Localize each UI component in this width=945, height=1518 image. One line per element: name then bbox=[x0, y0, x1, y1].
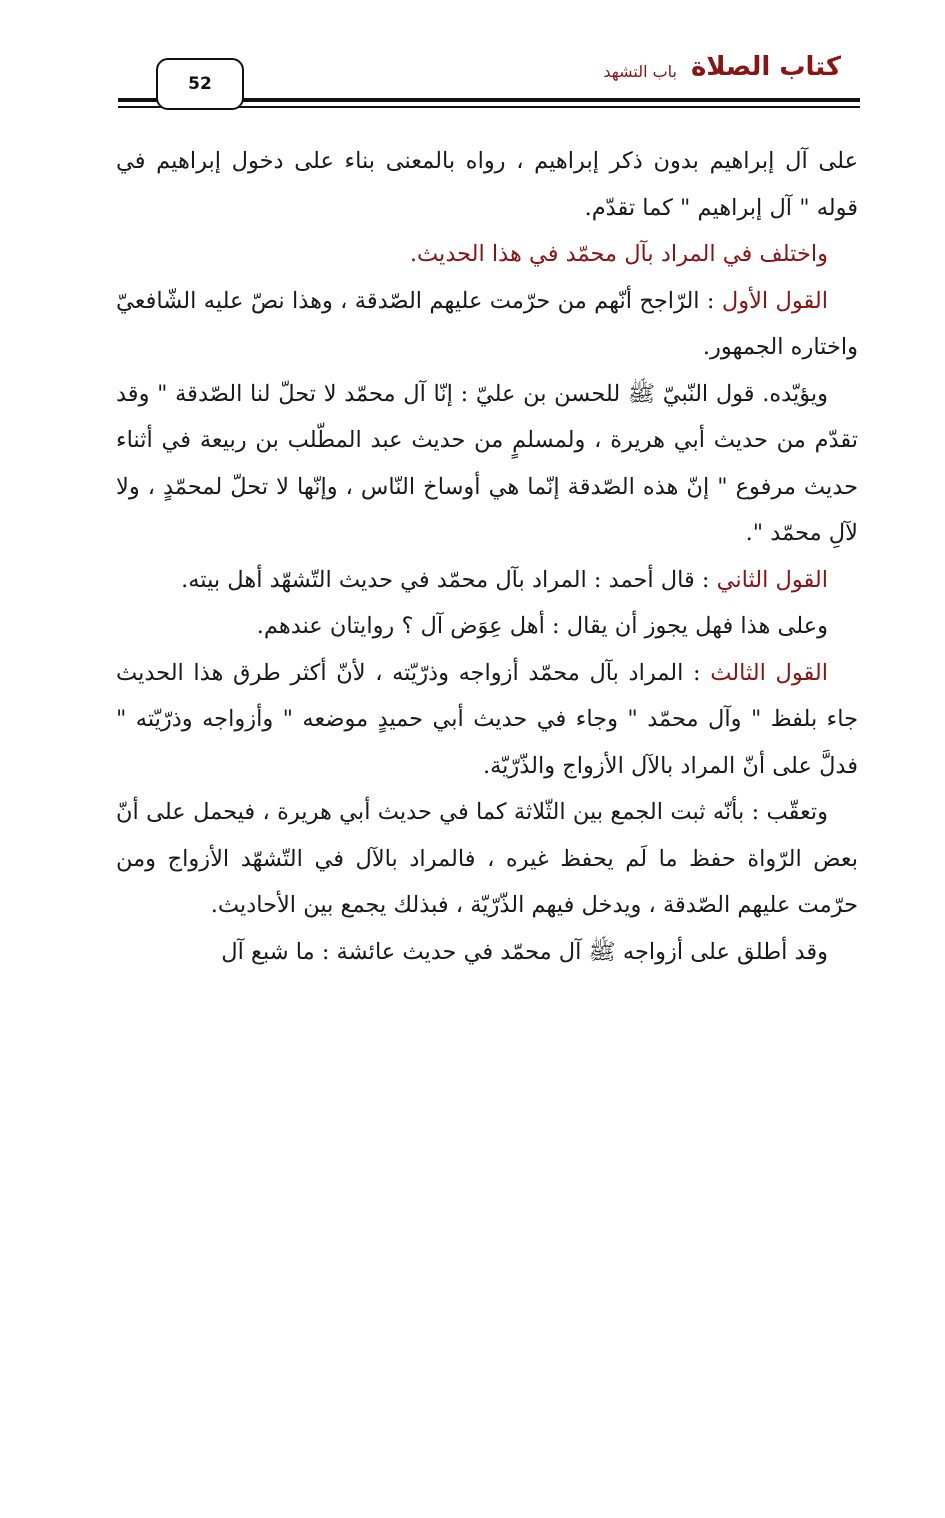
paragraph-aisha-hadith bbox=[116, 929, 858, 976]
paragraph-text: وعلى هذا فهل يجوز أن يقال : أهل عِوَض آل ؟ روايتان عندهم. bbox=[256, 613, 828, 639]
paragraph-text: : قال أحمد : المراد بآل محمّد في حديث التّشهّد أهل بيته. bbox=[181, 566, 717, 593]
book-title: كتاب الصلاة bbox=[690, 52, 841, 82]
heading-text: واختلف في المراد بآل محمّد في هذا الحديث. bbox=[409, 241, 828, 267]
paragraph-continuation bbox=[116, 138, 858, 231]
paragraph-text: وقد أطلق على أزواجه ﷺ آل محمّد في حديث عائشة : ما شبع آل bbox=[221, 938, 828, 965]
paragraph-text: : الرّاجح أنّهم من حرّمت عليهم الصّدقة ، وهذا نصّ عليه الشّافعيّ واختاره الجمهور. bbox=[116, 287, 858, 360]
paragraph-text: وتعقّب : بأنّه ثبت الجمع بين الثّلاثة كما في حديث أبي هريرة ، فيحمل على أنّ بعض الرّواة حفظ ما لَم يحفظ غيره ، فالمراد بالآل في التّشهّد الأزواج ومن حرّمت عليهم الصّدقة ، ويدخل فيهم الذّرّيّة ، فبذلك يجمع بين الأحاديث. bbox=[116, 799, 858, 918]
section-heading bbox=[116, 231, 858, 278]
paragraph-question bbox=[116, 603, 858, 650]
paragraph-support bbox=[116, 371, 858, 557]
paragraph-critique bbox=[116, 789, 858, 929]
paragraph-second-opinion bbox=[116, 557, 858, 604]
page-body bbox=[116, 138, 858, 975]
paragraph-third-opinion bbox=[116, 650, 858, 790]
page-number: 52 bbox=[188, 74, 212, 94]
paragraph-text: ويؤيّده. قول النّبيّ ﷺ للحسن بن عليّ : إنّا آل محمّد لا تحلّ لنا الصّدقة " وقد تقدّم من حديث أبي هريرة ، ولمسلمٍ من حديث عبد المطّلب بن ربيعة في أثناء حديث مرفوع " إنّ هذه الصّدقة إنّما هي أوساخ النّاس ، وإنّها لا تحلّ لمحمّدٍ ، ولا لآلِ محمّد ". bbox=[116, 380, 858, 546]
paragraph-first-opinion bbox=[116, 278, 858, 371]
page-number-box bbox=[156, 58, 244, 110]
page-header bbox=[0, 0, 945, 120]
paragraph-text: : المراد بآل محمّد أزواجه وذرّيّته ، لأنّ أكثر طرق هذا الحديث جاء بلفظ " وآل محمّد " وجاء في حديث أبي حميدٍ موضعه " وأزواجه وذرّيّته " فدلَّ على أنّ المراد بالآل الأزواج والذّرّيّة. bbox=[116, 659, 858, 779]
paragraph-text: على آل إبراهيم بدون ذكر إبراهيم ، رواه بالمعنى بناء على دخول إبراهيم في قوله " آل إبراهيم " كما تقدّم. bbox=[116, 148, 858, 221]
opinion-label: القول الثاني bbox=[716, 566, 828, 593]
opinion-label: القول الثالث bbox=[710, 659, 828, 686]
opinion-label: القول الأول bbox=[721, 287, 828, 314]
chapter-title: باب التشهد bbox=[603, 62, 677, 81]
